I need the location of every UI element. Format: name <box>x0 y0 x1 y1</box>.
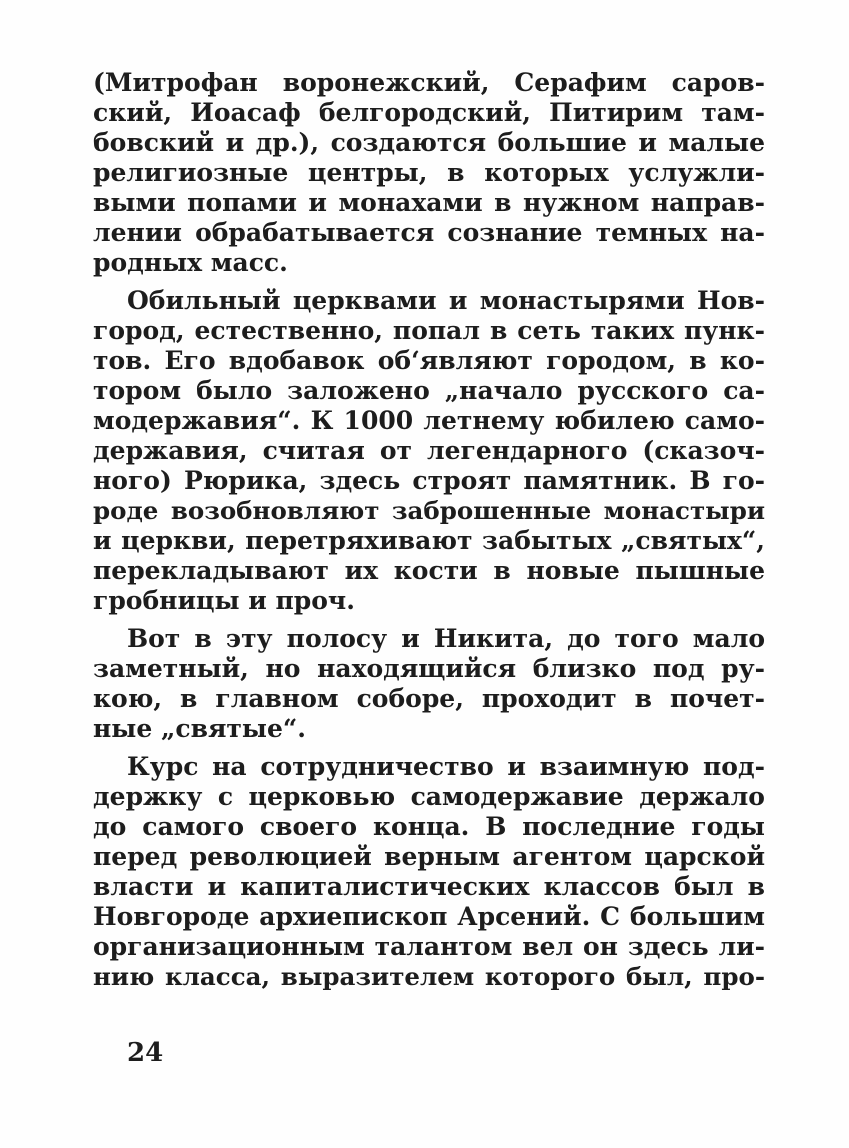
text-line: держку с церковью самодержавие держало <box>93 782 765 811</box>
text-line: лении обрабатывается сознание темных на- <box>93 218 765 247</box>
text-block <box>93 68 765 992</box>
text-line: модержавия“. К 1000 летнему юбилею само- <box>93 406 765 435</box>
text-line: (Митрофан воронежский, Серафим саров- <box>93 68 765 97</box>
text-line: бовский и др.), создаются большие и малые <box>93 128 765 157</box>
text-line: кою, в главном соборе, проходит в почет- <box>93 684 765 713</box>
text-line: родных масс. <box>93 248 288 277</box>
text-line: державия, считая от легендарного (сказоч- <box>93 436 765 465</box>
text-line: организационным талантом вел он здесь ли- <box>93 932 765 961</box>
text-line: заметный, но находящийся близко под ру- <box>93 654 765 683</box>
text-line: тором было заложено „начало русского са- <box>93 376 765 405</box>
text-line: перекладывают их кости в новые пышные <box>93 556 765 585</box>
text-line: до самого своего конца. В последние годы <box>93 812 765 841</box>
text-line: ский, Иоасаф белгородский, Питирим там- <box>93 98 765 127</box>
text-line: ного) Рюрика, здесь строят памятник. В го- <box>93 466 765 495</box>
page-number: 24 <box>127 1038 164 1068</box>
paragraph-1 <box>93 68 765 278</box>
paragraph-3 <box>93 624 765 744</box>
text-line: город, естественно, попал в сеть таких пунк- <box>93 316 765 345</box>
text-line: нию класса, выразителем которого был, про- <box>93 962 765 991</box>
text-line: власти и капиталистических классов был в <box>93 872 765 901</box>
text-line: Курс на сотрудничество и взаимную под- <box>127 752 765 781</box>
text-line: Новгороде архиепископ Арсений. С большим <box>93 902 765 931</box>
text-line: выми попами и монахами в нужном направ- <box>93 188 765 217</box>
text-line: Обильный церквами и монастырями Нов- <box>127 286 765 315</box>
text-line: роде возобновляют заброшенные монастыри <box>93 496 765 525</box>
text-line: перед революцией верным агентом царской <box>93 842 765 871</box>
paragraph-4 <box>93 752 765 992</box>
text-line: религиозные центры, в которых услужли- <box>93 158 765 187</box>
text-line: тов. Его вдобавок об‘являют городом, в ко- <box>93 346 765 375</box>
text-line: ные „святые“. <box>93 714 306 743</box>
text-line: и церкви, перетряхивают забытых „святых“, <box>93 526 765 555</box>
text-line: гробницы и проч. <box>93 586 355 615</box>
text-line: Вот в эту полосу и Никита, до того мало <box>127 624 765 653</box>
paragraph-2 <box>93 286 765 616</box>
